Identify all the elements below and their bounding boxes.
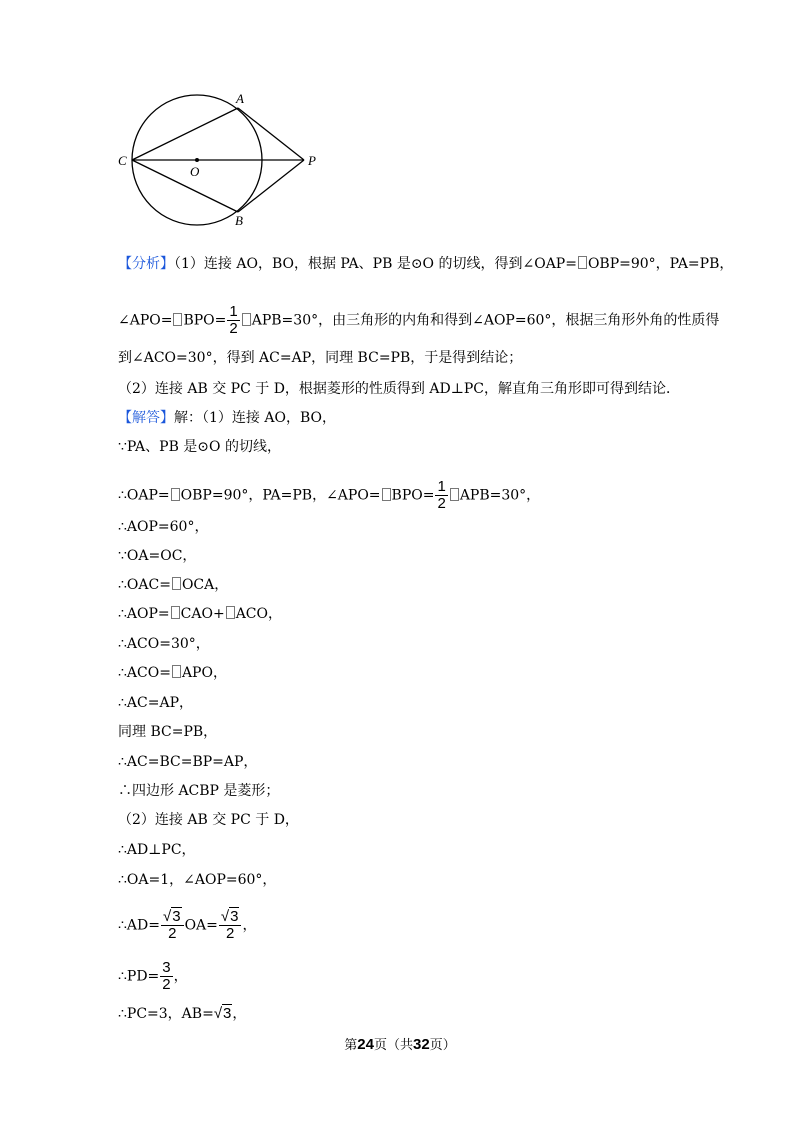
- missing-glyph: [172, 577, 181, 590]
- page-footer: 第24页（共32页）: [344, 1036, 456, 1053]
- solution-step-4: ∵OA=OC，: [118, 548, 197, 564]
- solution-step-14: ∴AD⊥PC，: [118, 842, 196, 858]
- solution-step-8: ∴ACO= APO，: [118, 665, 227, 681]
- analysis-line-3: 到∠ACO=30°，得到 AC=AP，同理 BC=PB，于是得到结论；: [118, 350, 523, 366]
- sqrt-three: √3: [213, 1005, 232, 1022]
- label-p: P: [308, 153, 316, 168]
- label-o: O: [190, 164, 200, 179]
- page-total: 32: [413, 1036, 430, 1053]
- analysis-tag: 【分析】: [118, 256, 174, 272]
- missing-glyph: [173, 313, 182, 326]
- label-a: A: [236, 91, 244, 106]
- solution-step-9: ∴AC=AP，: [118, 695, 193, 711]
- label-c: C: [118, 153, 127, 168]
- analysis-line-4: （2）连接 AB 交 PC 于 D，根据菱形的性质得到 AD⊥PC，解直角三角形即可得到结论．: [118, 381, 680, 397]
- solution-step-3: ∴AOP=60°，: [118, 519, 209, 535]
- fraction-sqrt3-over-2: $\frac{√3}{2}$: [161, 909, 184, 942]
- solution-step-12: ∴四边形 ACBP 是菱形；: [118, 783, 280, 799]
- solution-step-15: ∴OA=1，∠AOP=60°，: [118, 872, 277, 888]
- solution-step-17: ∴PD= $\frac{3}{2}$ ，: [118, 959, 188, 993]
- label-b: B: [235, 213, 243, 228]
- segment-ca: [132, 108, 238, 160]
- analysis-line-1: 【分析】（1）连接 AO，BO，根据 PA、PB 是⊙O 的切线，得到∠OAP= OBP=90°，PA=PB，: [118, 256, 734, 272]
- solution-step-6: ∴AOP= CAO+ ACO，: [118, 606, 282, 622]
- segment-ap: [238, 108, 304, 160]
- solution-step-1: ∵PA、PB 是⊙O 的切线，: [118, 439, 281, 455]
- missing-glyph: [578, 256, 587, 269]
- segment-cb: [132, 160, 238, 212]
- missing-glyph: [226, 606, 235, 619]
- solution-step-16: ∴AD= $\frac{√3}{2}$ OA= $\frac{√3}{2}$ ，: [118, 908, 257, 942]
- solution-intro: 【解答】解：（1）连接 AO，BO，: [118, 410, 336, 426]
- missing-glyph: [450, 488, 459, 501]
- analysis-line-2: ∠APO= BPO= $\frac{1}{2}$ APB=30°，由三角形的内角和得到∠AOP=60°，根据三角形外角的性质得: [118, 303, 720, 337]
- page-number: 24: [357, 1036, 374, 1053]
- missing-glyph: [242, 313, 251, 326]
- missing-glyph: [171, 488, 180, 501]
- missing-glyph: [171, 606, 180, 619]
- missing-glyph: [172, 665, 181, 678]
- geometry-figure: [112, 88, 327, 230]
- fraction-one-half: $\frac{1}{2}$: [229, 303, 238, 337]
- fraction-one-half: $\frac{1}{2}$: [437, 478, 446, 512]
- fraction-three-halves: $\frac{3}{2}$: [162, 959, 171, 993]
- solution-step-2: ∴OAP= OBP=90°，PA=PB，∠APO= BPO= $\frac{1}{2}$ APB=30°，: [118, 478, 541, 512]
- solution-step-10: 同理 BC=PB，: [118, 724, 218, 740]
- solution-step-11: ∴AC=BC=BP=AP，: [118, 754, 258, 770]
- segment-bp: [238, 160, 304, 212]
- missing-glyph: [382, 488, 391, 501]
- fraction-sqrt3-over-2: $\frac{√3}{2}$: [219, 909, 242, 942]
- solution-step-18: ∴PC=3，AB=√3，: [118, 1005, 247, 1022]
- solution-step-5: ∴OAC= OCA，: [118, 577, 229, 593]
- solution-step-7: ∴ACO=30°，: [118, 636, 210, 652]
- solution-tag: 【解答】: [118, 410, 174, 426]
- center-point: [195, 158, 199, 162]
- solution-step-13: （2）连接 AB 交 PC 于 D，: [118, 812, 299, 828]
